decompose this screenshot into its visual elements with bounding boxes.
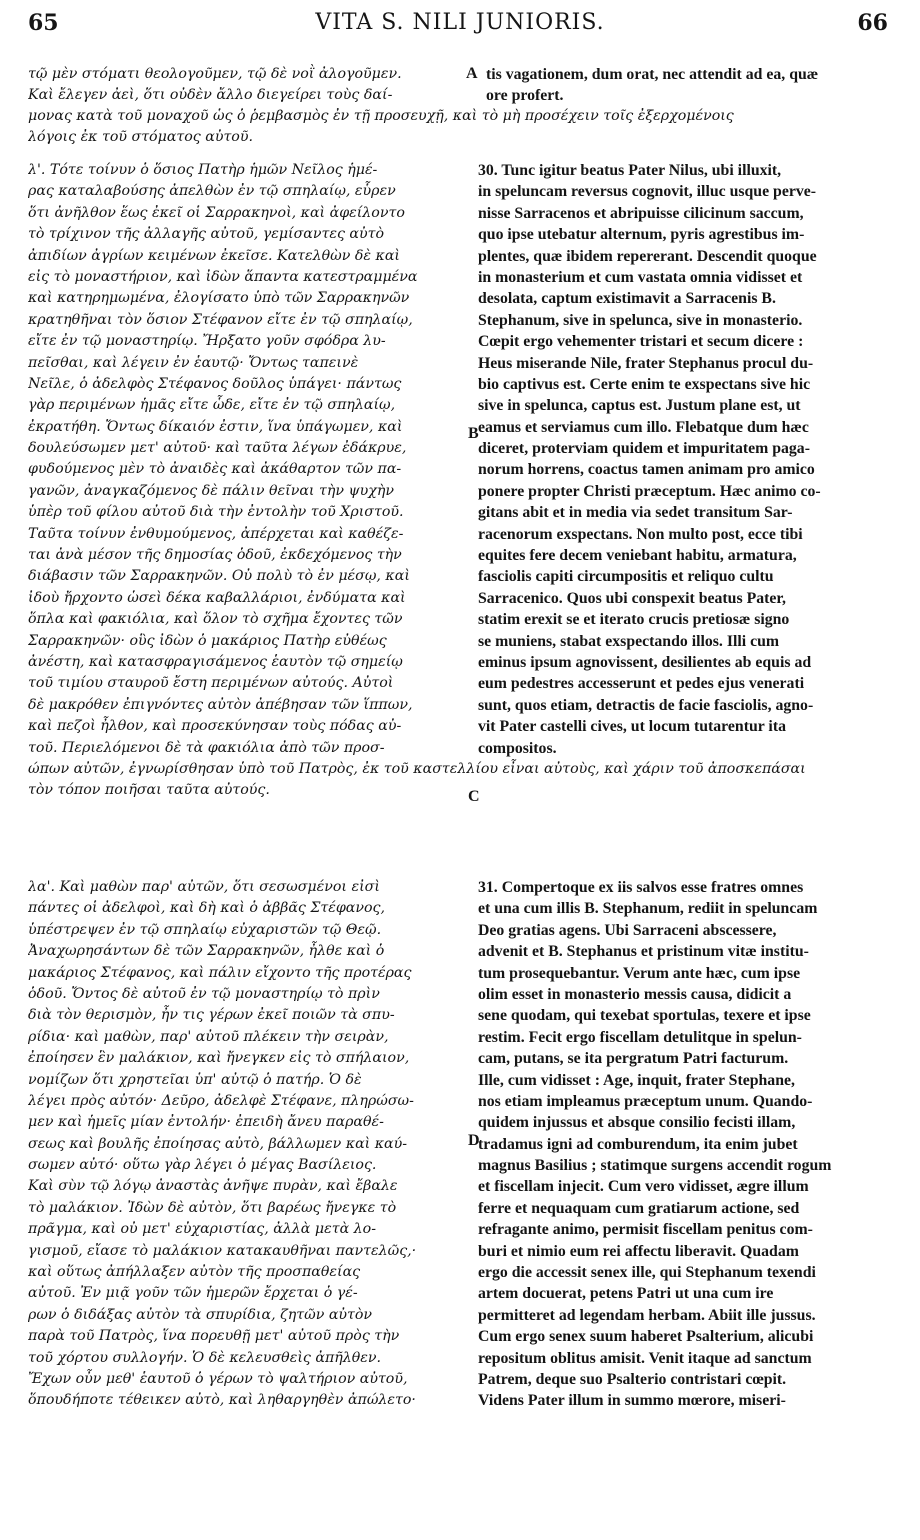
- text-line: Ἔχων οὖν μεθ' ἑαυτοῦ ὁ γέρων τὸ ψαλτήριον αὐτοῦ,: [28, 1370, 408, 1387]
- text-line: εἴτε ἐν τῷ μοναστηρίῳ. Ἤρξατο γοῦν σφόδρα λυ-: [28, 333, 386, 350]
- text-line: διάβασιν τῶν Σαρρακηνῶν. Οὐ πολὺ τὸ ἐν μέσῳ, καὶ: [28, 568, 410, 585]
- text-line: buri et nimio eum rei affectu liberavit. Quadam: [478, 1242, 799, 1260]
- text-line: ἐκρατήθη. Ὄντως δίκαιόν ἐστιν, ἵνα ὑπάγωμεν, καὶ: [28, 418, 403, 435]
- text-line: Καὶ ἔλεγεν ἀεὶ, ὅτι οὐδὲν ἄλλο διεγείρει τοὺς δαί-: [28, 87, 393, 104]
- text-line: καὶ κατηρημωμένα, ἐλογίσατο ὑπὸ τῶν Σαρρακηνῶν: [28, 290, 410, 307]
- text-line: εἰς τὸ μοναστήριον, καὶ ἰδὼν ἅπαντα κατεστραμμένα: [28, 268, 418, 285]
- text-line: tis vagationem, dum orat, nec attendit ad ea, quæ: [486, 66, 819, 83]
- text-line: et fiscellam injecit. Cum vero vidisset, ægre illum: [478, 1178, 809, 1196]
- text-line-full-width: ώπων αὐτῶν, ἐγνωρίσθησαν ὑπὸ τοῦ Πατρὸς, ἐκ τοῦ καστελλίου εἶναι αὐτοὺς, καὶ χάριν τοῦ ἀποσκεπάσαι: [28, 760, 806, 777]
- text-line: διὰ τὸν θερισμὸν, ἦν τις γέρων ἐκεῖ ποιῶν τὰ σπυ-: [28, 1007, 395, 1024]
- text-line: sene quodam, qui texebat sportulas, texere et ipse: [478, 1007, 811, 1025]
- text-line: πρᾶγμα, καὶ οὐ μετ' εὐχαριστίας, ἀλλὰ μετὰ λο-: [28, 1221, 376, 1238]
- text-line: δουλεύσωμεν μετ' αὐτοῦ· καὶ ταῦτα λέγων ἐδάκρυε,: [28, 440, 407, 457]
- text-line: compositos.: [478, 739, 557, 757]
- text-line: ρίδια· καὶ μαθὼν, παρ' αὐτοῦ πλέκειν τὴν σειρὰν,: [28, 1028, 389, 1045]
- text-line: τὸ τρίχινον τῆς ἀλλαγῆς αὐτοῦ, γεμίσαντες αὐτὸ: [28, 226, 385, 243]
- text-line: φυδούμενος μὲν τὸ ἀναιδὲς καὶ ἀκάθαρτον τῶν πα-: [28, 461, 402, 478]
- text-line: Cum ergo senex suum haberet Psalterium, alicubi: [478, 1328, 814, 1346]
- text-line: fasciolis capiti circumpositis et reliquo cultu: [478, 568, 774, 586]
- text-line: bio captivus est. Certe enim te exspectans sive hic: [478, 375, 811, 393]
- text-line: restim. Fecit ergo fiscellam detulitque in spelun-: [478, 1028, 802, 1046]
- text-line: ρων ὁ διδάξας αὐτὸν τὰ σπυρίδια, ζητῶν αὐτὸν: [28, 1306, 373, 1323]
- text-line: μακάριος Στέφανος, καὶ πάλιν εἴχοντο τῆς προτέρας: [28, 964, 412, 981]
- text-line: ὑπέστρεψεν ἐν τῷ σπηλαίῳ εὐχαριστῶν τῷ Θεῷ.: [28, 921, 382, 938]
- text-line: τοῦ τιμίου σταυροῦ ἔστη περιμένων αὐτούς. Αὐτοὶ: [28, 675, 394, 692]
- text-line: λ'. Τότε τοίνυν ὁ ὅσιος Πατὴρ ἡμῶν Νεῖλος ἡμέ-: [28, 162, 378, 178]
- text-line: 31. Compertoque ex iis salvos esse fratres omnes: [478, 879, 804, 896]
- text-line: γανῶν, ἀναγκαζόμενος δὲ πάλιν θεῖναι τὴν ψυχὴν: [28, 482, 394, 499]
- text-line: norum horrens, coactus tamen animam pro amico: [478, 461, 815, 479]
- text-line: αὐτοῦ. Ἐν μιᾷ γοῦν τῶν ἡμερῶν ἔρχεται ὁ γέ-: [28, 1285, 358, 1302]
- text-line: μεν καὶ ἡμεῖς μίαν ἐντολήν· ἐπειδὴ ἄνευ παραθέ-: [28, 1114, 384, 1131]
- text-line: γισμοῦ, εἴασε τὸ μαλάκιον κατακαυθῆναι παντελῶς,·: [28, 1242, 417, 1259]
- text-line: advenit et B. Stephanus et pristinum vitæ institu-: [478, 943, 809, 961]
- text-line: Heus miserande Nile, frater Stephanus procul du-: [478, 354, 814, 372]
- text-line: equites fere decem veniebant habitu, armatura,: [478, 547, 797, 565]
- text-line: ore profert.: [486, 87, 564, 105]
- text-line: Cœpit ergo vehementer tristari et secum dicere :: [478, 333, 804, 351]
- text-line: σεως καὶ βουλῆς ἐποίησας αὐτὸ, βάλλωμεν καὶ καύ-: [28, 1135, 408, 1152]
- text-line: gitans abit et in media via sedet transitum Sar-: [478, 504, 793, 522]
- text-line: τοῦ χόρτου συλλογήν. Ὁ δὲ κελευσθεὶς ἀπῆλθεν.: [28, 1349, 382, 1366]
- text-line: πάντες οἱ ἀδελφοὶ, καὶ δὴ καὶ ὁ ἀββᾶς Στέφανος,: [28, 900, 386, 917]
- margin-letter-c: C: [468, 788, 480, 805]
- text-line: in speluncam reversus cognovit, illuc usque perve-: [478, 183, 817, 201]
- text-line: ἰδοὺ ἤρχοντο ὡσεὶ δέκα καβαλλάριοι, ἐνδύματα καὶ: [28, 589, 406, 606]
- greek-full-width: [28, 106, 898, 149]
- text-line: ται ἀνὰ μέσον τῆς δημοσίας ὁδοῦ, ἐκδεχόμενος τὴν: [28, 547, 402, 564]
- text-line: τοῦ. Περιελόμενοι δὲ τὰ φακιόλια ἀπὸ τῶν προσ-: [28, 739, 385, 756]
- text-line: tum prosequebantur. Verum ante hæc, cum ipse: [478, 964, 801, 982]
- text-line: ὁδοῦ. Ὄντος δὲ αὐτοῦ ἐν τῷ μοναστηρίῳ τὸ πρὶν: [28, 985, 380, 1002]
- text-line: ἀνέστη, καὶ κατασφραγισάμενος ἑαυτὸν τῷ σημείῳ: [28, 653, 403, 670]
- text-line: et una cum illis B. Stephanum, rediit in speluncam: [478, 900, 818, 918]
- text-line: artem docuerat, petens Patri ut una cum ire: [478, 1285, 774, 1303]
- text-line: τῷ μὲν στόματι θεολογοῦμεν, τῷ δὲ νοῒ ἀλογοῦμεν.: [28, 66, 402, 82]
- text-line: quidem injussus et absque consilio fecisti illam,: [478, 1114, 796, 1132]
- text-line: nisse Sarracenos et abripuisse cilicinum saccum,: [478, 204, 804, 222]
- text-line: ergo die accessit senex ille, qui Stephanum texendi: [478, 1264, 816, 1282]
- greek-column-top: [28, 64, 464, 107]
- text-line: Ταῦτα τοίνυν ἐνθυμούμενος, ἀπέρχεται καὶ καθέζε-: [28, 525, 404, 542]
- text-line: ὅπλα καὶ φακιόλια, καὶ ὅλον τὸ σχῆμα ἔχοντες τῶν: [28, 611, 403, 628]
- text-line: se muniens, stabat exspectando illos. Illi cum: [478, 632, 780, 650]
- text-line: plentes, quæ ibidem repererant. Descendit quoque: [478, 247, 817, 265]
- text-line: Videns Pater illum in summo mœrore, miseri-: [478, 1392, 786, 1410]
- text-line: Stephanum, sive in spelunca, sive in monasterio.: [478, 311, 803, 329]
- text-line: λόγοις ἐκ τοῦ στόματος αὐτοῦ.: [28, 129, 253, 146]
- margin-letter-d: D: [468, 1132, 480, 1149]
- text-line: Σαρρακηνῶν· οὓς ἰδὼν ὁ μακάριος Πατὴρ εὐθέως: [28, 632, 387, 649]
- text-line: sive in spelunca, captus est. Justum plane est, ut: [478, 397, 801, 415]
- text-line: statim erexit se et iterato crucis pretiosæ signo: [478, 611, 790, 629]
- text-line: ρας καταλαβούσης ἀπελθὼν ἐν τῷ σπηλαίῳ, εὗρεν: [28, 183, 396, 200]
- text-line: λέγει πρὸς αὐτόν· Δεῦρο, ἀδελφὲ Στέφανε, πληρώσω-: [28, 1092, 414, 1109]
- text-line: ἐποίησεν ἓν μαλάκιον, καὶ ἤνεγκεν εἰς τὸ σπήλαιον,: [28, 1050, 410, 1067]
- text-line: tradamus igni ad comburendum, ita enim jubet: [478, 1135, 798, 1153]
- text-line: Ἀναχωρησάντων δὲ τῶν Σαρρακηνῶν, ἦλθε καὶ ὁ: [28, 943, 385, 960]
- page-header: [0, 10, 920, 50]
- page-number-right: 66: [857, 10, 888, 36]
- text-line: ἀπιδίων ἀγρίων κειμένων ἐκεῖσε. Κατελθὼν δὲ καὶ: [28, 247, 400, 264]
- text-line: Ille, cum vidisset : Age, inquit, frater Stephane,: [478, 1071, 795, 1089]
- greek-section-31: [28, 877, 464, 1412]
- text-line: δὲ μακρόθεν ἐπιγνόντες αὐτὸν ἀπέβησαν τῶν ἵππων,: [28, 696, 413, 713]
- text-line: καὶ πεζοὶ ἦλθον, καὶ προσεκύνησαν τοὺς πόδας αὐ-: [28, 718, 402, 735]
- text-line: Καὶ σὺν τῷ λόγῳ ἀναστὰς ἀνῆψε πυρὰν, καὶ ἔβαλε: [28, 1178, 398, 1195]
- text-line: eamus et serviamus cum illo. Flebatque dum hæc: [478, 418, 809, 436]
- text-line: Νεῖλε, ὁ ἀδελφὸς Στέφανος δοῦλος ὑπάγει· πάντως: [28, 375, 402, 392]
- text-line: Sarracenico. Quos ubi conspexit beatus Pater,: [478, 589, 786, 607]
- text-line: refragante animo, permisit fiscellam penitus com-: [478, 1221, 813, 1239]
- text-line: σωμεν αὐτό· οὕτω γὰρ λέγει ὁ μέγας Βασίλειος.: [28, 1157, 377, 1174]
- text-line: λα'. Καὶ μαθὼν παρ' αὐτῶν, ὅτι σεσωσμένοι εἰσὶ: [28, 879, 380, 895]
- text-line: diceret, proterviam quidem et impuritatem paga-: [478, 440, 810, 458]
- text-line: vit Pater castelli cives, ut locum tutarentur ita: [478, 718, 786, 736]
- text-line: nos etiam impleamus præceptum unum. Quando-: [478, 1092, 813, 1110]
- text-line: ὅπουδήποτε τέθεικεν αὐτὸ, καὶ ληθαργηθὲν ἀπώλετο·: [28, 1392, 416, 1409]
- text-line: μονας κατὰ τοῦ μοναχοῦ ὡς ὁ ῥεμβασμὸς ἐν τῇ προσευχῇ, καὶ τὸ μὴ προσέχειν τοῖς ἐξερχομένοις: [28, 108, 734, 124]
- text-line: Deo gratias agens. Ubi Sarraceni abscessere,: [478, 921, 777, 939]
- text-line: racenorum exspectans. Non multo post, ecce tibi: [478, 525, 803, 543]
- text-line: γὰρ περιμένων ἡμᾶς εἴτε ὧδε, εἴτε ἐν τῷ σπηλαίῳ,: [28, 397, 396, 414]
- running-title: VITA S. NILI JUNIORIS.: [315, 10, 605, 35]
- page-number-left: 65: [28, 10, 59, 36]
- text-line: eum pedestres accesserunt et pedes ejus venerati: [478, 675, 805, 693]
- text-line: permitteret ad legendam herbam. Abiit ille jussus.: [478, 1306, 816, 1324]
- latin-section-31: [478, 877, 896, 1412]
- text-line: τὸν τόπον ποιῆσαι ταῦτα αὐτούς.: [28, 782, 270, 799]
- margin-letter-b: B: [468, 425, 479, 442]
- text-line: quo ipse utebatur alternum, pyris agrestibus im-: [478, 226, 805, 244]
- text-line: κρατηθῆναι τὸν ὅσιον Στέφανον εἴτε ἐν τῷ σπηλαίῳ,: [28, 311, 413, 328]
- text-line: desolata, captum existimavit a Sarracenis B.: [478, 290, 776, 308]
- text-line: eminus ipsum agnovissent, desilientes ab equis ad: [478, 653, 812, 671]
- text-line: magnus Basilius ; statimque surgens accendit rogum: [478, 1157, 832, 1175]
- text-line: τὸ μαλάκιον. Ἰδὼν δὲ αὐτὸν, ὅτι βαρέως ἤνεγκε τὸ: [28, 1199, 397, 1216]
- latin-section-30: [478, 160, 896, 759]
- text-line: in monasterium et cum vastata omnia vidisset et: [478, 268, 803, 286]
- text-line: ὑπὲρ τοῦ φίλου αὐτοῦ διὰ τὴν ἐντολὴν τοῦ Χριστοῦ.: [28, 504, 404, 521]
- text-line: 30. Tunc igitur beatus Pater Nilus, ubi illuxit,: [478, 162, 782, 179]
- text-line: ὅτι ἀνῆλθον ἕως ἐκεῖ οἱ Σαρρακηνοὶ, καὶ ἀφείλοντο: [28, 204, 405, 221]
- text-line: cam, putans, se ita pergratum Patri facturum.: [478, 1050, 789, 1068]
- text-line: Patrem, deque suo Psalterio contristari cœpit.: [478, 1370, 787, 1388]
- text-line: ferre et nequaquam cum gratiarum actione, sed: [478, 1199, 800, 1217]
- text-line: ponere propter Christi præceptum. Hæc animo co-: [478, 482, 821, 500]
- margin-letter-a: A: [466, 65, 478, 82]
- text-line: sunt, quos etiam, detractis de facie fasciolis, agno-: [478, 696, 814, 714]
- text-line: παρὰ τοῦ Πατρὸς, ἵνα πορευθῇ μετ' αὐτοῦ πρὸς τὴν: [28, 1328, 400, 1345]
- text-line: πεῖσθαι, καὶ λέγειν ἐν ἑαυτῷ· Ὄντως ταπεινὲ: [28, 354, 359, 371]
- text-line: νομίζων ὅτι χρηστεῖαι ὑπ' αὐτῷ ὁ πατήρ. Ὁ δὲ: [28, 1071, 362, 1088]
- text-line: repositum oblitus amisit. Venit itaque ad sanctum: [478, 1349, 812, 1367]
- text-line: καὶ οὕτως ἀπήλλαξεν αὐτὸν τῆς προσπαθείας: [28, 1264, 361, 1281]
- latin-column-top: [486, 64, 896, 107]
- text-line: olim esset in monasterio messis causa, didicit a: [478, 985, 792, 1003]
